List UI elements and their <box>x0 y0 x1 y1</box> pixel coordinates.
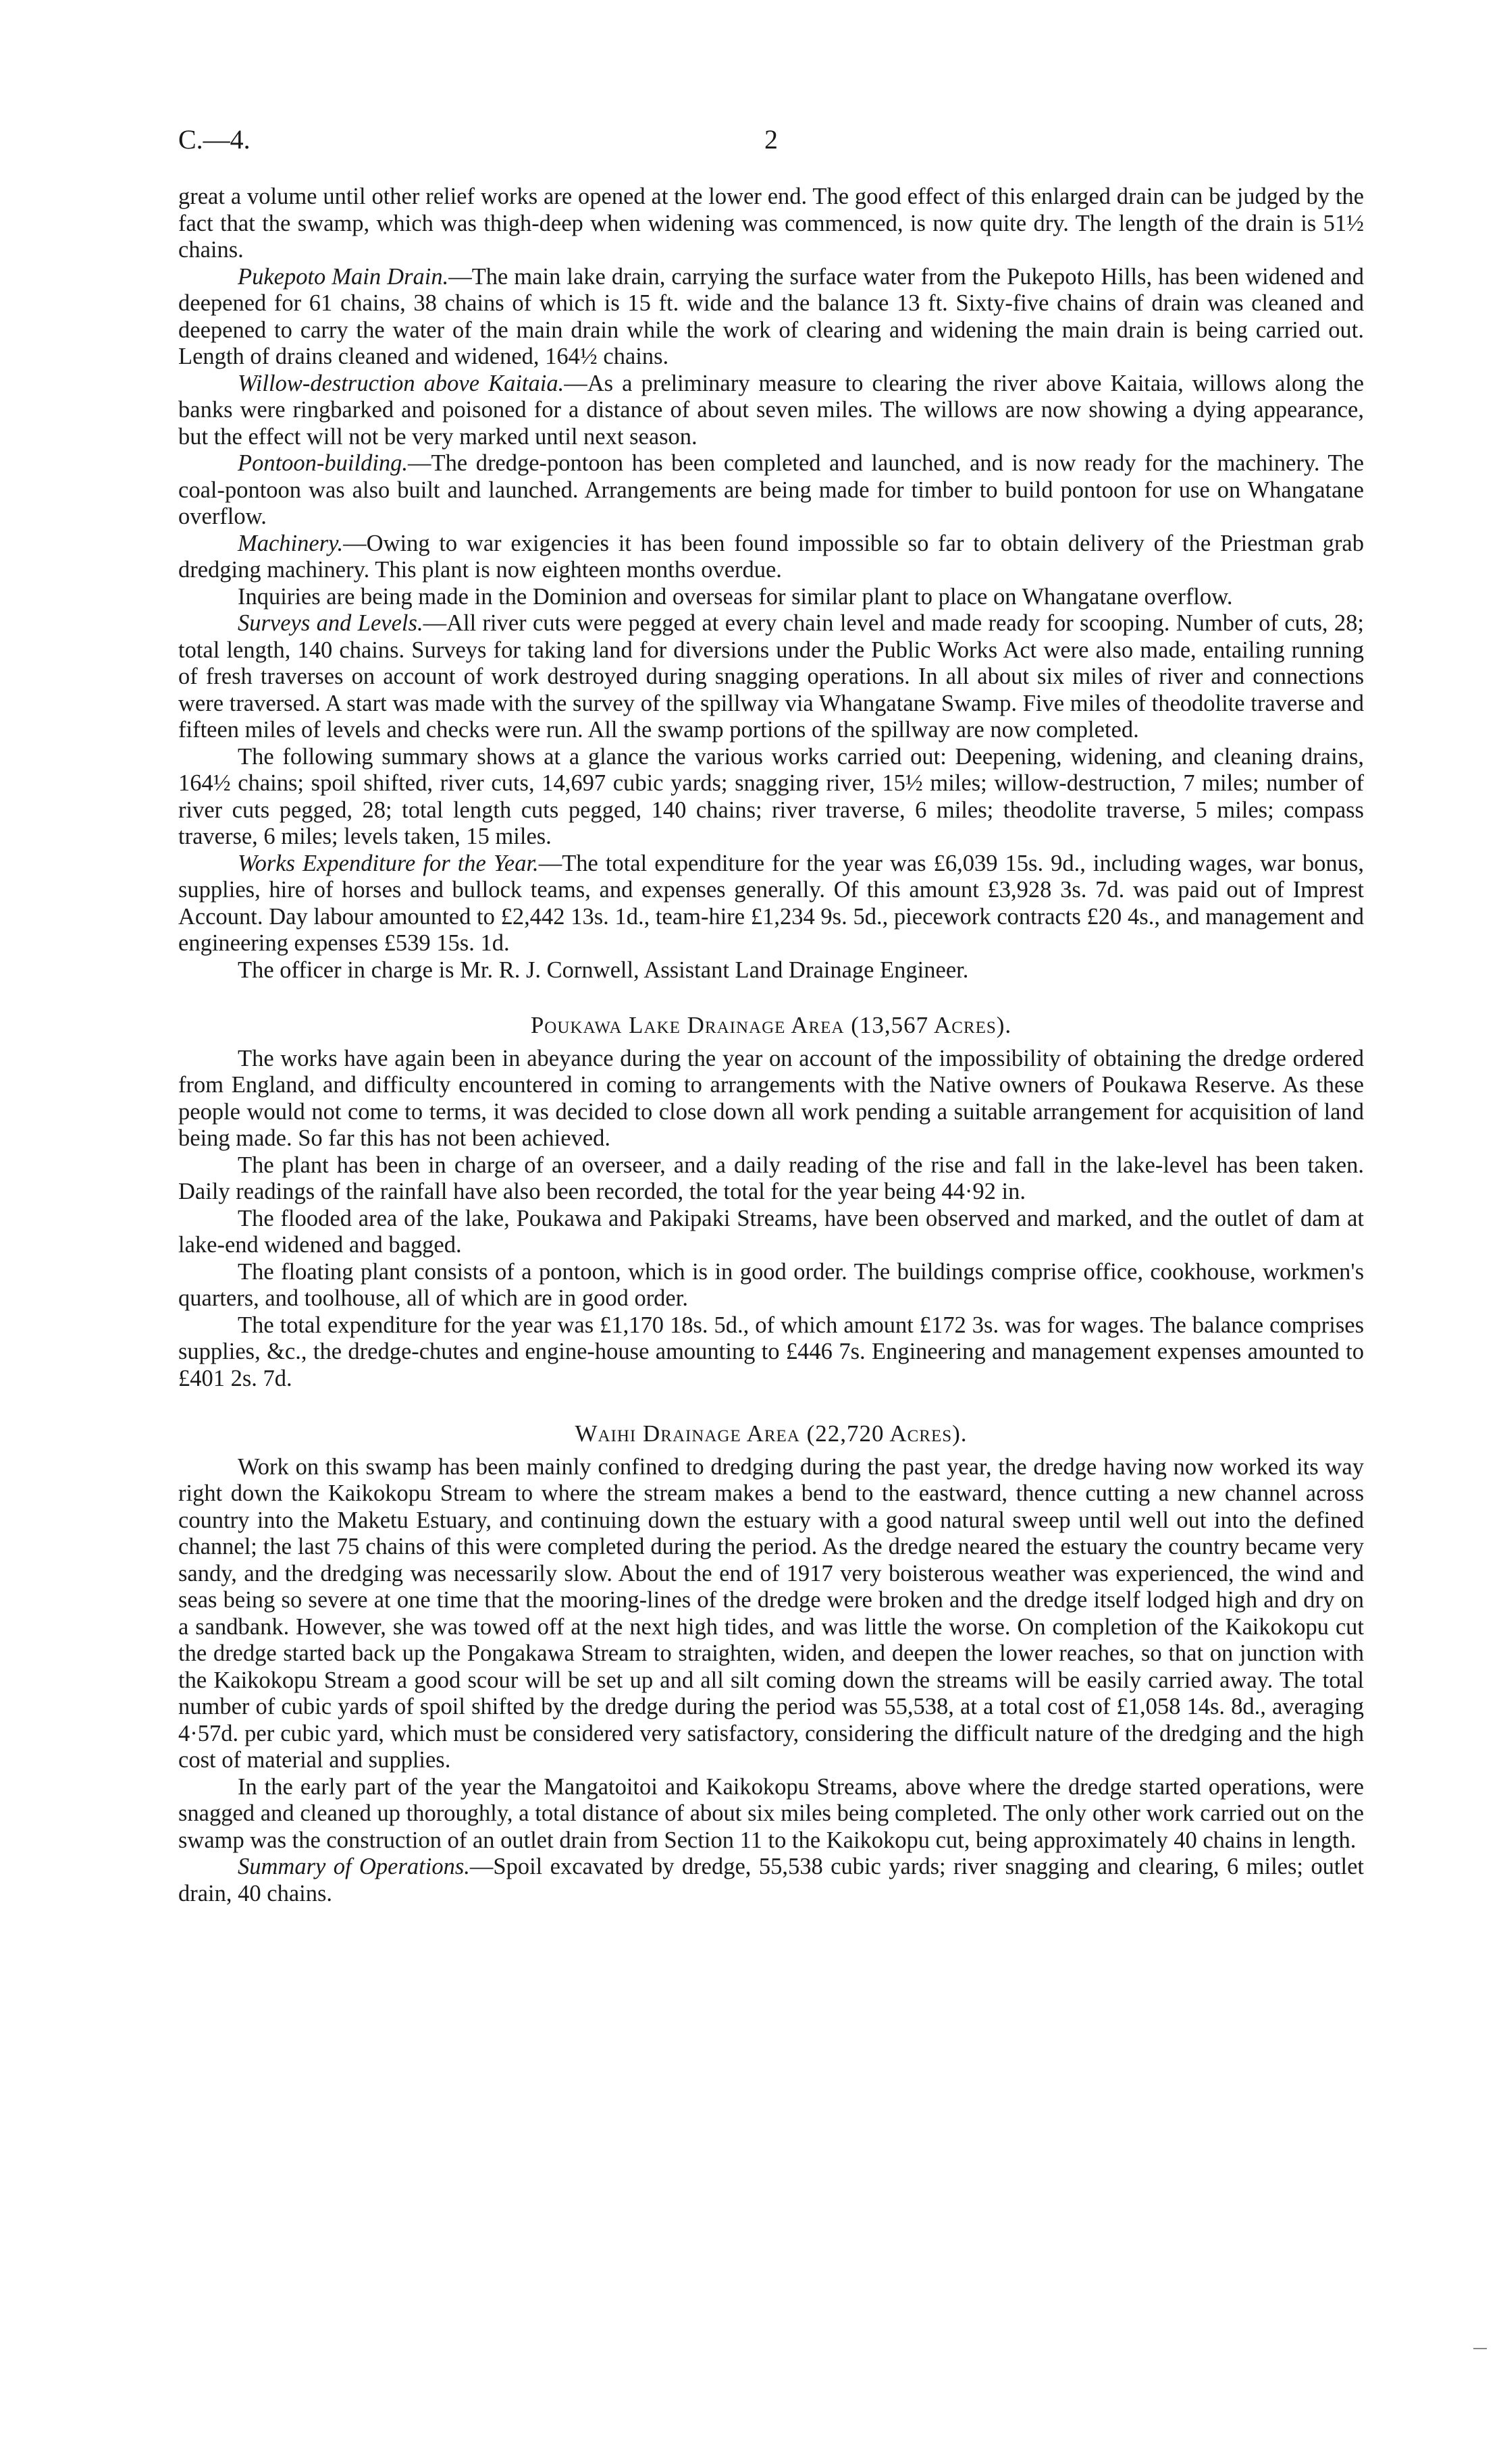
section-heading-poukawa: Poukawa Lake Drainage Area (13,567 Acres). <box>530 1012 1012 1038</box>
paragraph-poukawa-1: The works have again been in abeyance during the year on account of the impossibility of obtaining the dredge ordered from England, and difficulty encountered in coming to arrangements with the Native owners of Poukawa Reserve. As these people would not come to terms, it was decided to close down all work pending a suitable arrangement for acquisition of land being made. So far this has not been achieved. <box>178 1045 1364 1151</box>
paragraph-surveys <box>178 610 1364 744</box>
paragraph-heading: Pontoon-building. <box>238 450 409 476</box>
paragraph-poukawa-4: The floating plant consists of a pontoon, which is in good order. The buildings comprise office, cookhouse, workmen's quarters, and toolhouse, all of which are in good order. <box>178 1258 1364 1311</box>
paragraph-officer: The officer in charge is Mr. R. J. Cornwell, Assistant Land Drainage Engineer. <box>238 957 969 983</box>
page-header <box>178 124 1364 164</box>
paragraph-inquiries: Inquiries are being made in the Dominion and overseas for similar plant to place on Whangatane overflow. <box>238 583 1233 610</box>
paragraph-text: —The main lake drain, carrying the surface water from the Pukepoto Hills, has been widened and deepened for 61 chains, 38 chains of which is 15 ft. wide and the balance 13 ft. Sixty-five chains of drain was cleaned and deepened to carry the water of the main drain while the work of clearing and widening the main drain is being carried out. Length of drains cleaned and widened, 164½ chains. <box>178 263 1364 369</box>
paragraph-text: —As a preliminary measure to clearing the river above Kaitaia, willows along the banks were ringbarked and poisoned for a distance of about seven miles. The willows are now showing a dying appearance, but the effect will not be very marked until next season. <box>178 370 1364 450</box>
paragraph-text: —Owing to war exigencies it has been found impossible so far to obtain delivery of the Priestman grab dredging machinery. This plant is now eighteen months overdue. <box>178 530 1364 583</box>
paragraph-machinery <box>178 531 1364 584</box>
paragraph-poukawa-3: The flooded area of the lake, Poukawa and Pakipaki Streams, have been observed and marked, and the outlet of dam at lake-end widened and bagged. <box>178 1205 1364 1258</box>
paragraph-heading: Pukepoto Main Drain. <box>238 263 449 290</box>
paragraph-waihi-2: In the early part of the year the Mangatoitoi and Kaikokopu Streams, above where the dredge started operations, were snagged and cleaned up thoroughly, a total distance of about six miles being completed. The only other work carried out on the swamp was the construction of an outlet drain from Section 11 to the Kaikokopu cut, being approximately 40 chains in length. <box>178 1773 1364 1853</box>
paragraph-pukepoto <box>178 264 1364 371</box>
paragraph-text: —The total expenditure for the year was £6,039 15s. 9d., including wages, war bonus, supplies, hire of horses and bullock teams, and expenses generally. Of this amount £3,928 3s. 7d. was paid out of Imprest Account. Day labour amounted to £2,442 13s. 1d., team-hire £1,234 9s. 5d., piecework contracts £20 4s., and management and engineering expenses £539 15s. 1d. <box>178 850 1364 956</box>
paragraph-text: —Spoil excavated by dredge, 55,538 cubic yards; river snagging and clearing, 6 miles; outlet drain, 40 chains. <box>178 1854 1364 1906</box>
document-body <box>178 184 1364 1907</box>
paragraph-pontoon <box>178 450 1364 531</box>
margin-mark <box>1473 2348 1487 2349</box>
section-heading-waihi: Waihi Drainage Area (22,720 Acres). <box>575 1420 968 1447</box>
continued-paragraph: great a volume until other relief works are opened at the lower end. The good effect of this enlarged drain can be judged by the fact that the swamp, which was thigh-deep when widening was commenced, is now quite dry. The length of the drain is 51½ chains. <box>178 184 1364 263</box>
paragraph-poukawa-5: The total expenditure for the year was £1,170 18s. 5d., of which amount £172 3s. was for wages. The balance comprises supplies, &c., the dredge-chutes and engine-house amounting to £446 7s. Engineering and management expenses amounted to £401 2s. 7d. <box>178 1312 1364 1391</box>
paragraph-text: —The dredge-pontoon has been completed and launched, and is now ready for the machinery. The coal-pontoon was also built and launched. Arrangements are being made for timber to build pontoon for use on Whangatane overflow. <box>178 450 1364 529</box>
paragraph-heading: Willow-destruction above Kaitaia. <box>238 370 564 396</box>
document-reference: C.—4. <box>178 124 251 155</box>
paragraph-heading: Machinery. <box>238 530 344 556</box>
paragraph-expenditure <box>178 851 1364 957</box>
paragraph-text: —All river cuts were pegged at every chain level and made ready for scooping. Number of cuts, 28; total length, 140 chains. Surveys for taking land for diversions under the Public Works Act were also made, entailing running of fresh traverses on account of work destroyed during snagging operations. In all about six miles of river and connections were traversed. A start was made with the survey of the spillway via Whangatane Swamp. Five miles of theodolite traverse and fifteen miles of levels and checks were run. All the swamp portions of the spillway are now completed. <box>178 610 1364 743</box>
paragraph-poukawa-2: The plant has been in charge of an overseer, and a daily reading of the rise and fall in the lake-level has been taken. Daily readings of the rainfall have also been recorded, the total for the year being 44·92 in. <box>178 1152 1364 1204</box>
paragraph-heading: Surveys and Levels. <box>238 610 423 636</box>
paragraph-waihi-1: Work on this swamp has been mainly confined to dredging during the past year, the dredge having now worked its way right down the Kaikokopu Stream to where the stream makes a bend to the eastward, thence cutting a new channel across country into the Maketu Estuary, and continuing down the estuary with a good natural sweep until well out into the defined channel; the last 75 chains of this were completed during the period. As the dredge neared the estuary the country became very sandy, and the dredging was necessarily slow. About the end of 1917 very boisterous weather was experienced, the wind and seas being so severe at one time that the mooring-lines of the dredge were broken and the dredge itself lodged high and dry on a sandbank. However, she was towed off at the next high tides, and was little the worse. On completion of the Kaikokopu cut the dredge started back up the Pongakawa Stream to straighten, widen, and deepen the lower reaches, so that on junction with the Kaikokopu Stream a good scour will be set up and all silt coming down the streams will be easily carried away. The total number of cubic yards of spoil shifted by the dredge during the period was 55,538, at a total cost of £1,058 14s. 8d., averaging 4·57d. per cubic yard, which must be considered very satisfactory, considering the difficult nature of the dredging and the high cost of material and supplies. <box>178 1453 1364 1773</box>
paragraph-waihi-summary <box>178 1854 1364 1907</box>
paragraph-heading: Works Expenditure for the Year. <box>238 850 539 876</box>
paragraph-summary: The following summary shows at a glance the various works carried out: Deepening, widening, and cleaning drains, 164½ chains; spoil shifted, river cuts, 14,697 cubic yards; snagging river, 15½ miles; willow-destruction, 7 miles; number of river cuts pegged, 28; total length cuts pegged, 140 chains; river traverse, 6 miles; theodolite traverse, 5 miles; compass traverse, 6 miles; levels taken, 15 miles. <box>178 743 1364 849</box>
page-number: 2 <box>764 124 778 155</box>
paragraph-heading: Summary of Operations. <box>238 1854 470 1879</box>
paragraph-willow <box>178 371 1364 451</box>
